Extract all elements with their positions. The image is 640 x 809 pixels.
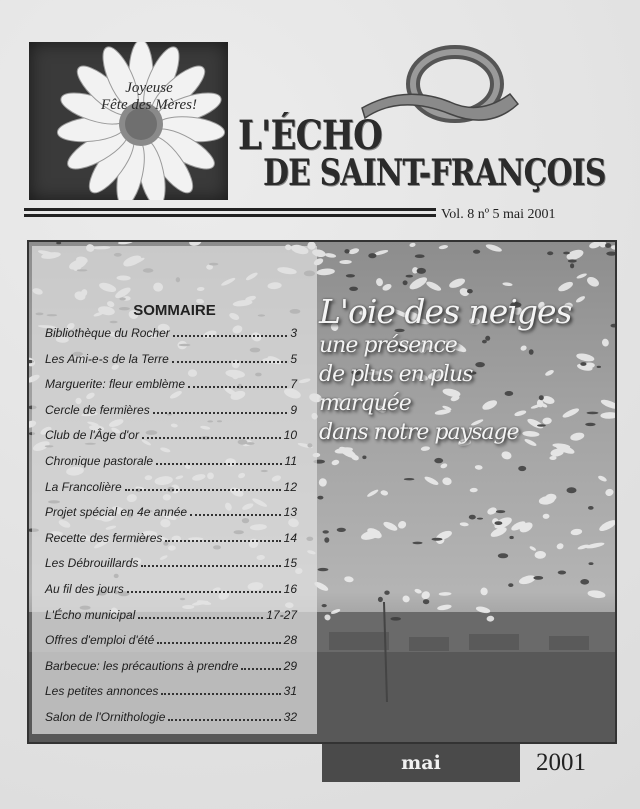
snow-goose-shadow-mark — [477, 518, 483, 520]
snow-goose-mark — [331, 459, 340, 466]
toc-item-label: Salon de l'Ornithologie — [45, 709, 166, 724]
toc-item-label: Projet spécial en 4e année — [45, 505, 188, 520]
snow-goose-mark — [325, 252, 337, 258]
snow-goose-shadow-mark — [611, 324, 616, 328]
masthead-title-line-1: L'ÉCHO — [238, 112, 382, 159]
toc-leader-dots — [161, 693, 280, 695]
headline-title: L'oie des neiges — [319, 292, 572, 331]
snow-goose-mark — [480, 587, 488, 596]
snow-goose-shadow-mark — [56, 242, 61, 244]
snow-goose-shadow-mark — [533, 576, 543, 580]
masthead-title-line-2: DE SAINT-FRANÇOIS — [263, 152, 606, 194]
toc-leader-dots — [173, 335, 288, 337]
snow-goose-mark — [597, 475, 607, 483]
toc-item — [45, 684, 297, 710]
year-label: 2001 — [536, 749, 586, 776]
toc-leader-dots — [127, 591, 281, 593]
snow-goose-shadow-mark — [404, 478, 415, 480]
snow-goose-mark — [556, 542, 565, 550]
snow-goose-mark — [339, 260, 351, 264]
toc-leader-dots — [153, 412, 288, 414]
toc-leader-dots — [190, 514, 281, 516]
table-of-contents — [32, 246, 317, 734]
snow-goose-mark — [585, 275, 600, 289]
snow-goose-shadow-mark — [390, 617, 401, 621]
snow-goose-mark — [118, 242, 133, 245]
toc-leader-dots — [138, 617, 263, 619]
toc-leader-dots — [172, 361, 287, 363]
toc-item — [45, 428, 297, 454]
toc-item-page: 12 — [283, 479, 297, 494]
snow-goose-mark — [442, 477, 453, 486]
snow-goose-shadow-mark — [508, 583, 513, 587]
snow-goose-mark — [438, 244, 448, 249]
snow-goose-mark — [375, 277, 384, 286]
snow-goose-shadow-mark — [403, 280, 408, 285]
snow-goose-mark — [448, 277, 466, 290]
snow-goose-mark — [501, 450, 513, 460]
snow-goose-shadow-mark — [589, 562, 594, 565]
masthead-rules — [24, 208, 436, 220]
snow-goose-mark — [475, 465, 483, 470]
snow-goose-mark — [565, 248, 585, 262]
toc-item-page: 7 — [290, 377, 297, 392]
toc-leader-dots — [125, 489, 281, 491]
snow-goose-mark — [587, 589, 606, 599]
snow-goose-mark — [344, 576, 354, 583]
toc-item — [45, 454, 297, 480]
headline-line-1: une présence — [319, 333, 457, 358]
toc-item-label: La Francolière — [45, 479, 122, 494]
snow-goose-shadow-mark — [384, 591, 389, 595]
toc-item-page: 29 — [283, 658, 297, 673]
snow-goose-mark — [543, 514, 550, 519]
toc-item — [45, 659, 297, 685]
snow-goose-shadow-mark — [324, 537, 329, 543]
snow-goose-mark — [576, 272, 587, 279]
toc-item-page: 10 — [283, 428, 297, 443]
snow-goose-shadow-mark — [606, 252, 615, 256]
snow-goose-shadow-mark — [317, 496, 323, 500]
toc-item-page: 3 — [290, 326, 297, 340]
toc-item-label: Les petites annonces — [45, 684, 159, 699]
greeting-line-2: Fête des Mères! — [100, 97, 198, 113]
headline-line-3: marquée — [319, 391, 411, 416]
snow-goose-mark — [409, 242, 416, 247]
snow-goose-mark — [529, 545, 537, 551]
snow-goose-mark — [598, 518, 615, 533]
toc-item-label: Au fil des jours — [45, 581, 124, 596]
snow-goose-mark — [534, 551, 546, 559]
snow-goose-shadow-mark — [337, 528, 346, 532]
toc-item — [45, 582, 297, 608]
snow-goose-shadow-mark — [495, 521, 503, 525]
toc-item-label: Barbecue: les précautions à prendre — [45, 658, 239, 673]
toc-item-page: 32 — [283, 709, 297, 724]
toc-item-page: 11 — [284, 453, 297, 468]
toc-item-label: Recette des fermières — [45, 530, 163, 545]
cover-headline — [319, 292, 609, 447]
snow-goose-shadow-mark — [378, 597, 383, 602]
snow-goose-shadow-mark — [423, 599, 429, 604]
snow-goose-shadow-mark — [368, 253, 376, 258]
toc-item — [45, 608, 297, 634]
toc-item-page: 14 — [283, 530, 297, 545]
snow-goose-mark — [402, 594, 411, 603]
toc-item — [45, 633, 297, 659]
toc-leader-dots — [141, 565, 280, 567]
snow-goose-shadow-mark — [498, 553, 508, 558]
volume-issue-date: Vol. 8 nº 5 mai 2001 — [441, 207, 556, 222]
snow-goose-mark — [316, 268, 335, 276]
snow-goose-shadow-mark — [349, 287, 358, 291]
ribbon-logo-icon — [360, 44, 520, 124]
snow-goose-mark — [588, 242, 601, 250]
toc-item-label: Marguerite: fleur emblème — [45, 377, 186, 392]
toc-item-label: Cercle de fermières — [45, 402, 150, 417]
snow-goose-shadow-mark — [547, 251, 553, 255]
snow-goose-shadow-mark — [570, 263, 574, 268]
snow-goose-mark — [439, 592, 452, 596]
snow-goose-shadow-mark — [580, 579, 589, 585]
snow-goose-mark — [319, 478, 327, 487]
toc-item-page: 5 — [290, 351, 297, 366]
snow-goose-mark — [423, 475, 439, 487]
daisy-photo — [29, 42, 228, 200]
snow-goose-shadow-mark — [322, 604, 327, 607]
toc-item-label: Les Débrouillards — [45, 556, 139, 571]
headline-line-4: dans notre paysage — [319, 420, 519, 445]
snow-goose-shadow-mark — [434, 458, 443, 463]
toc-item — [45, 505, 297, 531]
toc-item-page: 9 — [290, 402, 297, 417]
toc-leader-dots — [156, 463, 281, 465]
snow-goose-shadow-mark — [605, 243, 611, 248]
snow-goose-mark — [549, 456, 556, 460]
snow-goose-mark — [604, 488, 614, 497]
snow-goose-shadow-mark — [318, 568, 329, 571]
snow-goose-mark — [486, 506, 498, 516]
snow-goose-mark — [397, 520, 408, 530]
snow-goose-mark — [470, 488, 478, 493]
toc-leader-dots — [241, 668, 280, 670]
toc-item-label: Bibliothèque du Rocher — [45, 326, 170, 340]
toc-item-label: Offres d'emploi d'été — [45, 633, 155, 648]
snow-goose-mark — [380, 490, 389, 497]
snow-goose-shadow-mark — [567, 487, 577, 493]
toc-item-label: Club de l'Âge d'or — [45, 428, 139, 443]
snow-goose-mark — [437, 604, 452, 611]
snow-goose-shadow-mark — [496, 510, 505, 513]
snow-goose-shadow-mark — [344, 249, 349, 253]
toc-title: SOMMAIRE — [133, 302, 216, 319]
toc-item-label: L'Écho municipal — [45, 607, 136, 622]
snow-goose-shadow-mark — [568, 259, 577, 262]
toc-leader-dots — [157, 642, 280, 644]
snow-goose-mark — [381, 283, 392, 292]
snow-goose-shadow-mark — [362, 456, 366, 460]
month-banner: mai — [322, 744, 520, 782]
snow-goose-mark — [611, 245, 615, 250]
toc-item-page: 28 — [283, 633, 297, 648]
greeting-text — [99, 80, 199, 114]
toc-item-page: 15 — [283, 556, 297, 571]
snow-goose-shadow-mark — [406, 275, 414, 278]
toc-item-page: 16 — [283, 581, 297, 596]
toc-item — [45, 403, 297, 429]
toc-item-page: 13 — [283, 505, 297, 520]
snow-goose-shadow-mark — [518, 466, 526, 471]
toc-item-label: Les Ami-e-s de la Terre — [45, 351, 169, 366]
snow-goose-mark — [570, 528, 582, 536]
toc-item — [45, 377, 297, 403]
snow-goose-shadow-mark — [412, 542, 422, 545]
snow-goose-shadow-mark — [417, 268, 426, 274]
snow-goose-mark — [460, 522, 469, 527]
snow-goose-mark — [502, 282, 513, 287]
snow-goose-mark — [414, 588, 422, 594]
toc-leader-dots — [188, 386, 287, 388]
toc-item-page: 17-27 — [266, 607, 297, 622]
snow-goose-mark — [485, 243, 503, 253]
toc-item — [45, 556, 297, 582]
snow-goose-mark — [518, 574, 537, 586]
toc-leader-dots — [142, 437, 281, 439]
greeting-line-1: Joyeuse — [125, 80, 173, 96]
snow-goose-mark — [440, 462, 448, 469]
toc-list — [45, 326, 297, 736]
snow-goose-shadow-mark — [473, 250, 480, 254]
snow-goose-mark — [408, 275, 429, 292]
cover-photo-snow-geese — [27, 240, 617, 744]
toc-leader-dots — [168, 719, 280, 721]
snow-goose-shadow-mark — [588, 506, 594, 510]
toc-item-page: 31 — [283, 684, 297, 699]
snow-goose-shadow-mark — [558, 571, 566, 575]
snow-goose-mark — [348, 247, 360, 255]
snow-goose-mark — [585, 541, 604, 549]
snow-goose-mark — [420, 590, 431, 601]
snow-goose-shadow-mark — [432, 538, 443, 541]
snow-goose-mark — [382, 520, 398, 532]
snow-goose-mark — [366, 488, 379, 498]
daisy-flower-icon — [29, 42, 228, 200]
snow-goose-shadow-mark — [323, 530, 329, 533]
snow-goose-shadow-mark — [563, 252, 570, 255]
headline-line-2: de plus en plus — [319, 362, 473, 387]
snow-goose-shadow-mark — [469, 515, 476, 520]
toc-item-label: Chronique pastorale — [45, 453, 154, 468]
toc-leader-dots — [165, 540, 280, 542]
toc-item — [45, 710, 297, 736]
snow-goose-shadow-mark — [509, 536, 513, 539]
snow-goose-shadow-mark — [415, 254, 425, 258]
snow-goose-mark — [425, 280, 442, 293]
toc-item — [45, 531, 297, 557]
snow-goose-shadow-mark — [346, 274, 355, 277]
toc-item — [45, 326, 297, 352]
toc-item — [45, 480, 297, 506]
toc-item — [45, 352, 297, 378]
